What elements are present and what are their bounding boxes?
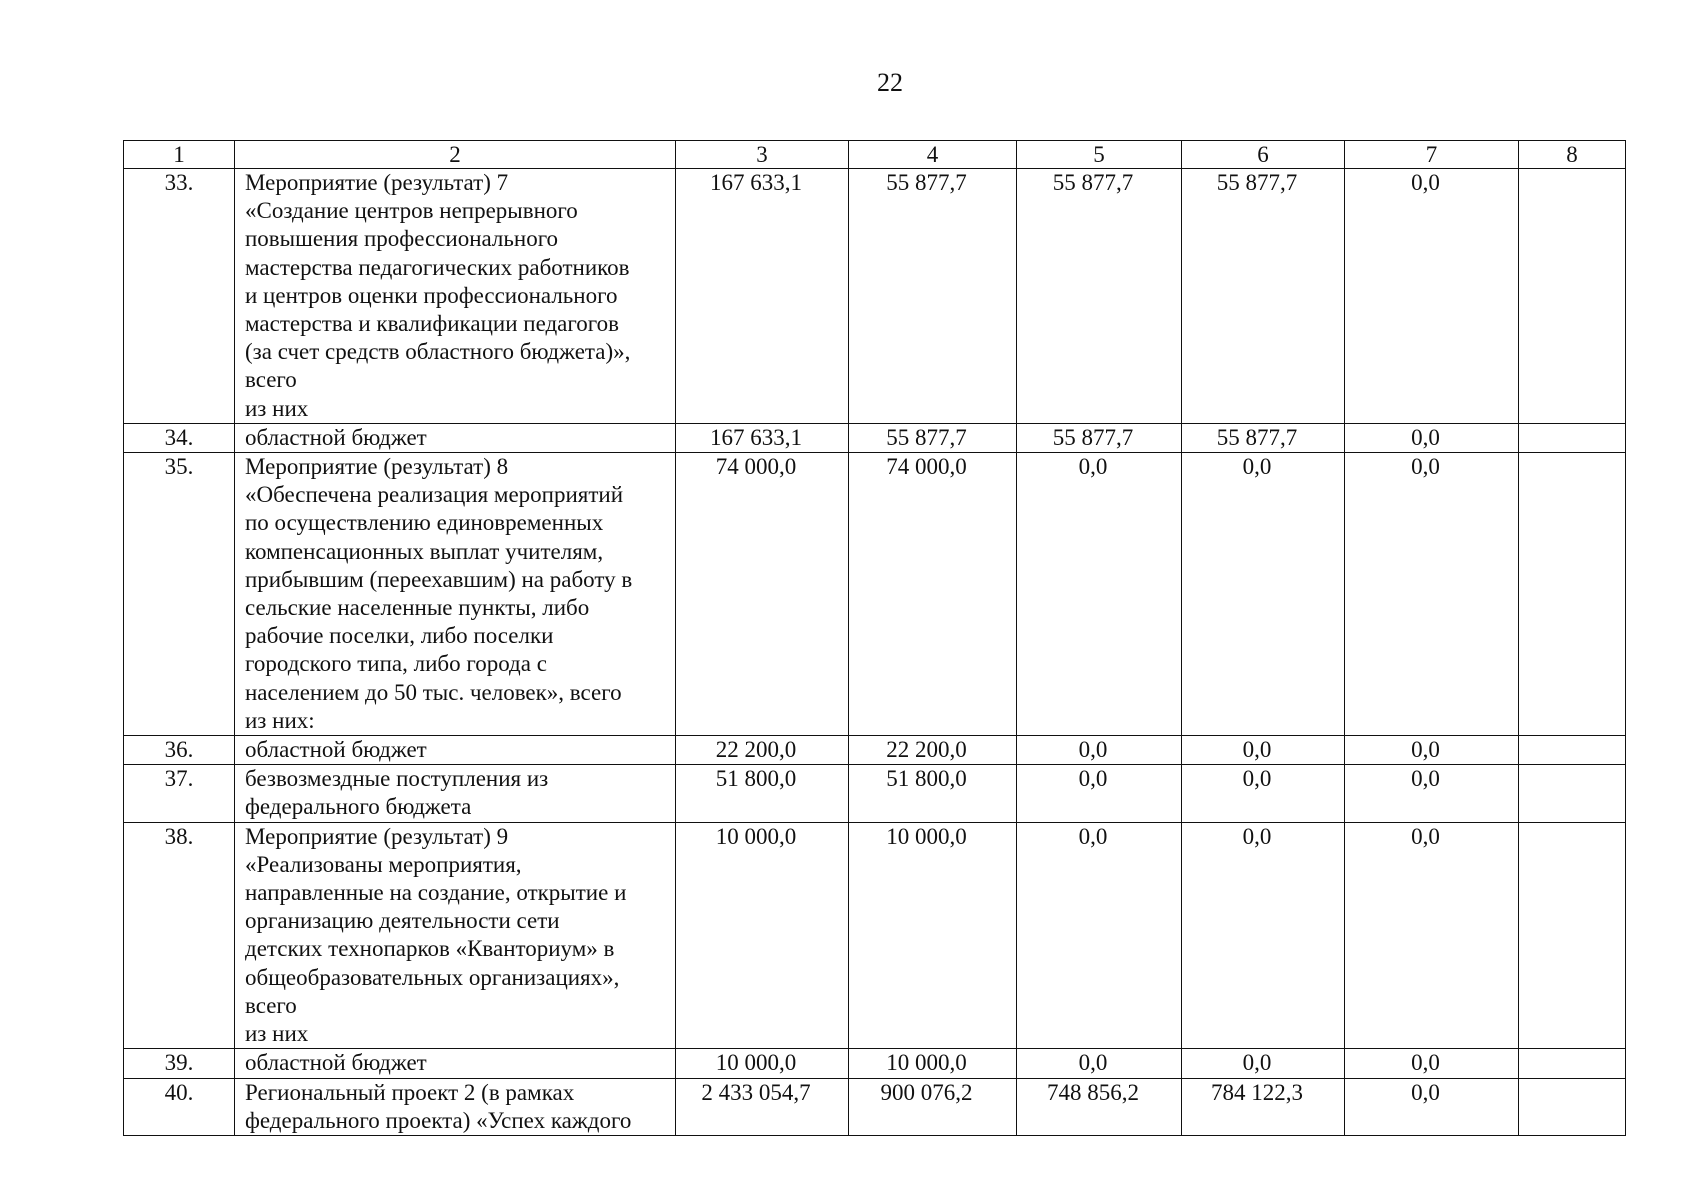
column-header-7: 7 bbox=[1345, 141, 1519, 169]
value-text: 2 433 054,7 bbox=[701, 1079, 811, 1105]
column-header-8: 8 bbox=[1519, 141, 1626, 169]
description-line: из них: bbox=[245, 707, 315, 733]
row-description bbox=[235, 822, 676, 1049]
value-cell-col-6 bbox=[1182, 736, 1345, 765]
value-text: 0,0 bbox=[1078, 454, 1108, 480]
description-line: общеобразовательных организациях», bbox=[245, 964, 620, 990]
value-text: 0,0 bbox=[1411, 424, 1440, 450]
description-line: областной бюджет bbox=[245, 424, 427, 450]
value-cell-col-8 bbox=[1519, 423, 1626, 452]
value-cell-col-7 bbox=[1345, 736, 1519, 765]
description-line: безвозмездные поступления из bbox=[245, 766, 549, 792]
value-cell-col-8 bbox=[1519, 822, 1626, 1049]
table-row bbox=[124, 423, 1626, 452]
value-cell-col-3 bbox=[676, 453, 849, 736]
description-line: детских технопарков «Кванториум» в bbox=[245, 936, 615, 962]
description-line: «Создание центров непрерывного bbox=[245, 198, 578, 224]
description-line: «Обеспечена реализация мероприятий bbox=[245, 482, 624, 508]
value-text: 748 856,2 bbox=[1047, 1079, 1139, 1105]
description-line: федерального проекта) «Успех каждого bbox=[245, 1107, 632, 1133]
value-cell-col-5 bbox=[1017, 1049, 1182, 1078]
value-text: 0,0 bbox=[1078, 1050, 1108, 1076]
value-text: 0,0 bbox=[1242, 823, 1272, 849]
value-cell-col-3 bbox=[676, 423, 849, 452]
description-line: Мероприятие (результат) 7 bbox=[245, 170, 509, 195]
value-cell-col-4 bbox=[849, 822, 1017, 1049]
description-line: Мероприятие (результат) 8 bbox=[245, 454, 509, 480]
row-number: 34. bbox=[124, 423, 235, 452]
value-text: 167 633,1 bbox=[710, 424, 802, 450]
value-text: 51 800,0 bbox=[715, 766, 797, 792]
value-text: 0,0 bbox=[1242, 737, 1272, 763]
column-header-6: 6 bbox=[1182, 141, 1345, 169]
value-text: 22 200,0 bbox=[715, 737, 797, 763]
value-cell-col-8 bbox=[1519, 1049, 1626, 1078]
value-cell-col-6 bbox=[1182, 1049, 1345, 1078]
value-text: 0,0 bbox=[1411, 1050, 1440, 1076]
value-cell-col-7 bbox=[1345, 423, 1519, 452]
value-text: 10 000,0 bbox=[715, 1050, 797, 1076]
description-line: и центров оценки профессионального bbox=[245, 282, 618, 308]
value-cell-col-6 bbox=[1182, 765, 1345, 822]
value-text: 0,0 bbox=[1411, 170, 1440, 195]
value-cell-col-3 bbox=[676, 1049, 849, 1078]
value-text: 0,0 bbox=[1078, 737, 1108, 763]
description-line: областной бюджет bbox=[245, 1050, 427, 1076]
description-line: всего bbox=[245, 367, 297, 393]
value-cell-col-8 bbox=[1519, 736, 1626, 765]
value-cell-col-3 bbox=[676, 169, 849, 424]
description-line: всего bbox=[245, 992, 297, 1018]
value-cell-col-8 bbox=[1519, 169, 1626, 424]
row-description bbox=[235, 453, 676, 736]
table-row bbox=[124, 1078, 1626, 1135]
value-cell-col-6 bbox=[1182, 822, 1345, 1049]
budget-table bbox=[123, 140, 1626, 1136]
value-text: 0,0 bbox=[1242, 454, 1272, 480]
value-text: 74 000,0 bbox=[886, 454, 967, 480]
value-text: 167 633,1 bbox=[710, 170, 802, 195]
value-text: 10 000,0 bbox=[886, 1050, 967, 1076]
description-line: Мероприятие (результат) 9 bbox=[245, 823, 509, 849]
description-line: мастерства педагогических работников bbox=[245, 254, 630, 280]
row-number: 37. bbox=[124, 765, 235, 822]
table-header-row bbox=[124, 141, 1626, 169]
description-line: из них bbox=[245, 1021, 309, 1047]
value-cell-col-5 bbox=[1017, 736, 1182, 765]
description-line: прибывшим (переехавшим) на работу в bbox=[245, 566, 633, 592]
value-cell-col-6 bbox=[1182, 1078, 1345, 1135]
value-text: 51 800,0 bbox=[886, 766, 967, 792]
value-cell-col-4 bbox=[849, 765, 1017, 822]
value-cell-col-5 bbox=[1017, 822, 1182, 1049]
row-number: 39. bbox=[124, 1049, 235, 1078]
value-cell-col-3 bbox=[676, 736, 849, 765]
value-text: 900 076,2 bbox=[880, 1079, 973, 1105]
value-cell-col-4 bbox=[849, 736, 1017, 765]
value-cell-col-7 bbox=[1345, 169, 1519, 424]
value-text: 10 000,0 bbox=[886, 823, 967, 849]
description-line: организацию деятельности сети bbox=[245, 908, 560, 934]
row-description bbox=[235, 1078, 676, 1135]
table-row bbox=[124, 822, 1626, 1049]
value-cell-col-6 bbox=[1182, 423, 1345, 452]
row-number: 35. bbox=[124, 453, 235, 736]
value-cell-col-7 bbox=[1345, 1049, 1519, 1078]
value-cell-col-5 bbox=[1017, 765, 1182, 822]
value-cell-col-7 bbox=[1345, 453, 1519, 736]
description-line: направленные на создание, открытие и bbox=[245, 880, 627, 906]
table-row bbox=[124, 169, 1626, 424]
table-row bbox=[124, 453, 1626, 736]
value-cell-col-4 bbox=[849, 1049, 1017, 1078]
description-line: «Реализованы мероприятия, bbox=[245, 851, 522, 877]
value-cell-col-7 bbox=[1345, 765, 1519, 822]
value-cell-col-5 bbox=[1017, 1078, 1182, 1135]
column-header-1: 1 bbox=[124, 141, 235, 169]
value-text: 55 877,7 bbox=[886, 170, 967, 195]
page-number: 22 bbox=[877, 68, 903, 97]
description-line: населением до 50 тыс. человек», всего bbox=[245, 679, 622, 705]
table-row bbox=[124, 736, 1626, 765]
description-line: сельские населенные пункты, либо bbox=[245, 595, 590, 621]
value-cell-col-8 bbox=[1519, 1078, 1626, 1135]
description-line: рабочие поселки, либо поселки bbox=[245, 623, 554, 649]
value-cell-col-5 bbox=[1017, 453, 1182, 736]
value-cell-col-7 bbox=[1345, 1078, 1519, 1135]
value-cell-col-8 bbox=[1519, 765, 1626, 822]
value-cell-col-4 bbox=[849, 169, 1017, 424]
value-cell-col-3 bbox=[676, 765, 849, 822]
value-text: 55 877,7 bbox=[886, 424, 967, 450]
description-line: из них bbox=[245, 395, 309, 421]
column-header-5: 5 bbox=[1017, 141, 1182, 169]
description-line: городского типа, либо города с bbox=[245, 651, 547, 677]
value-cell-col-8 bbox=[1519, 453, 1626, 736]
value-text: 0,0 bbox=[1411, 1079, 1440, 1105]
value-text: 0,0 bbox=[1078, 766, 1108, 792]
value-text: 22 200,0 bbox=[886, 737, 967, 763]
row-description bbox=[235, 169, 676, 424]
value-text: 0,0 bbox=[1411, 766, 1440, 792]
description-line: (за счет средств областного бюджета)», bbox=[245, 339, 631, 365]
value-text: 0,0 bbox=[1078, 823, 1108, 849]
description-line: Региональный проект 2 (в рамках bbox=[245, 1079, 575, 1105]
value-cell-col-7 bbox=[1345, 822, 1519, 1049]
value-cell-col-4 bbox=[849, 423, 1017, 452]
value-text: 0,0 bbox=[1242, 766, 1272, 792]
description-line: компенсационных выплат учителям, bbox=[245, 538, 604, 564]
description-line: мастерства и квалификации педагогов bbox=[245, 311, 619, 337]
row-number: 40. bbox=[124, 1078, 235, 1135]
value-cell-col-3 bbox=[676, 1078, 849, 1135]
table-row bbox=[124, 765, 1626, 822]
table-row bbox=[124, 1049, 1626, 1078]
column-header-4: 4 bbox=[849, 141, 1017, 169]
row-number: 38. bbox=[124, 822, 235, 1049]
value-text: 55 877,7 bbox=[1052, 170, 1134, 195]
row-number: 33. bbox=[124, 169, 235, 424]
value-text: 10 000,0 bbox=[715, 823, 797, 849]
column-header-3: 3 bbox=[676, 141, 849, 169]
value-text: 0,0 bbox=[1411, 823, 1440, 849]
row-description bbox=[235, 765, 676, 822]
column-header-2: 2 bbox=[235, 141, 676, 169]
value-text: 55 877,7 bbox=[1052, 424, 1134, 450]
row-description bbox=[235, 736, 676, 765]
description-line: областной бюджет bbox=[245, 737, 427, 763]
value-text: 0,0 bbox=[1411, 737, 1440, 763]
row-number: 36. bbox=[124, 736, 235, 765]
description-line: по осуществлению единовременных bbox=[245, 510, 604, 536]
value-cell-col-5 bbox=[1017, 423, 1182, 452]
value-cell-col-4 bbox=[849, 1078, 1017, 1135]
value-text: 0,0 bbox=[1411, 454, 1440, 480]
description-line: федерального бюджета bbox=[245, 794, 472, 820]
value-text: 55 877,7 bbox=[1216, 170, 1298, 195]
value-cell-col-6 bbox=[1182, 453, 1345, 736]
row-description bbox=[235, 423, 676, 452]
value-cell-col-3 bbox=[676, 822, 849, 1049]
value-text: 74 000,0 bbox=[715, 454, 797, 480]
value-text: 0,0 bbox=[1242, 1050, 1272, 1076]
value-text: 784 122,3 bbox=[1211, 1079, 1303, 1105]
row-description bbox=[235, 1049, 676, 1078]
description-line: повышения профессионального bbox=[245, 226, 559, 252]
value-cell-col-6 bbox=[1182, 169, 1345, 424]
value-cell-col-4 bbox=[849, 453, 1017, 736]
value-cell-col-5 bbox=[1017, 169, 1182, 424]
value-text: 55 877,7 bbox=[1216, 424, 1298, 450]
